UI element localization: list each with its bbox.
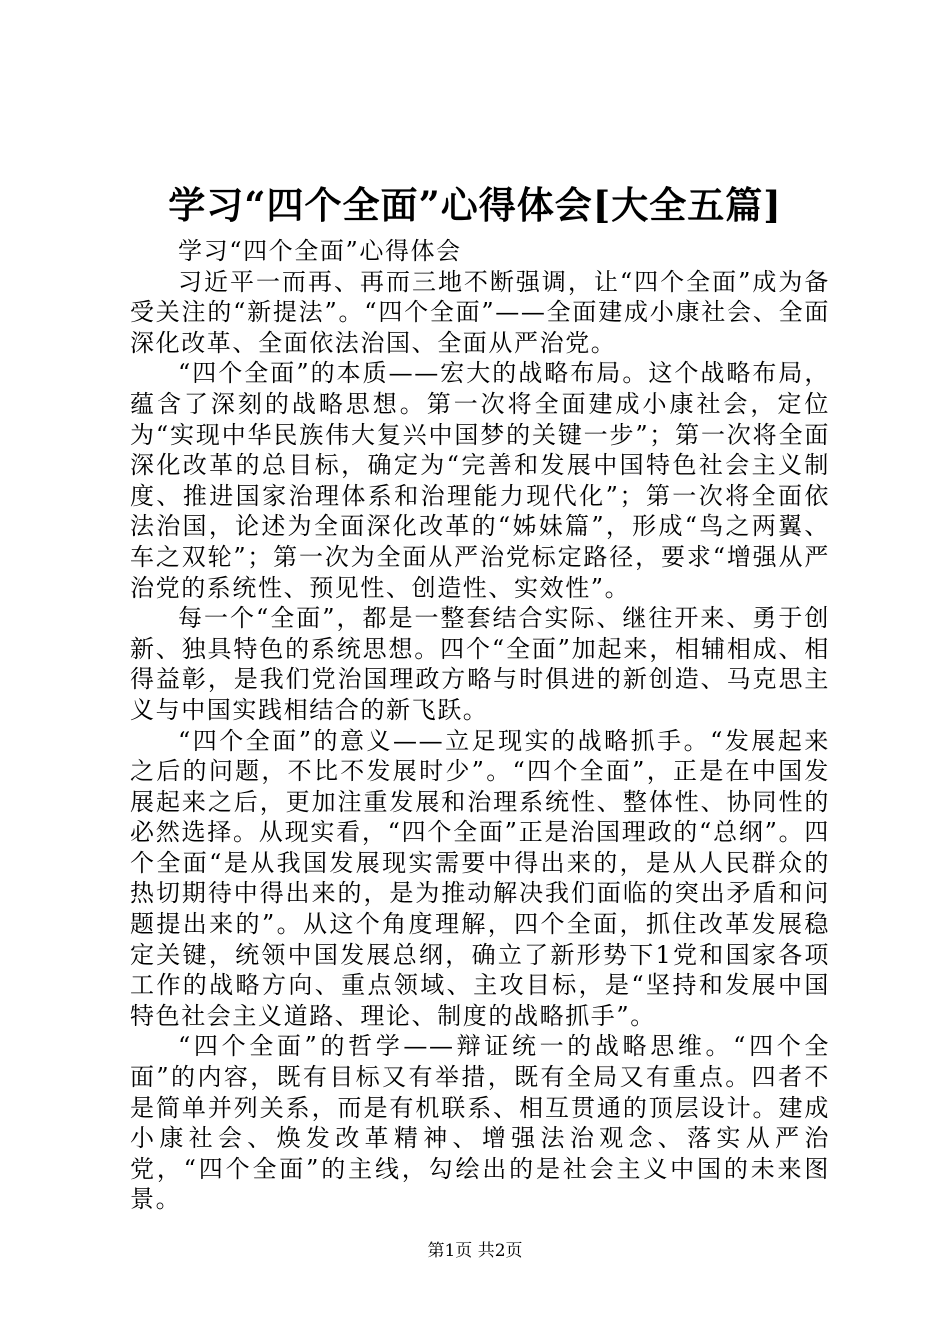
paragraph-1: 习近平一而再、再而三地不断强调，让“四个全面”成为备受关注的“新提法”。“四个全面”——全面建成小康社会、全面深化改革、全面依法治国、全面从严治党。	[130, 267, 830, 357]
section-subheading: 学习“四个全面”心得体会	[178, 237, 462, 265]
document-title: 学习“四个全面”心得体会[大全五篇]	[168, 183, 782, 227]
paragraph-5: “四个全面”的哲学——辩证统一的战略思维。“四个全面”的内容，既有目标又有举措，既有全局又有重点。四者不是简单并列关系，而是有机联系、相互贯通的顶层设计。建成小康社会、焕发改革精神、增强法治观念、落实从严治党，“四个全面”的主线，勾绘出的是社会主义中国的未来图景。	[130, 1032, 830, 1214]
document-body	[130, 236, 830, 1215]
paragraph-4: “四个全面”的意义——立足现实的战略抓手。“发展起来之后的问题，不比不发展时少”。“四个全面”，正是在中国发展起来之后，更加注重发展和治理系统性、整体性、协同性的必然选择。从现实看，“四个全面”正是治国理政的“总纲”。四个全面“是从我国发展现实需要中得出来的，是从人民群众的热切期待中得出来的，是为推动解决我们面临的突出矛盾和问题提出来的”。从这个角度理解，四个全面，抓住改革发展稳定关键，统领中国发展总纲，确立了新形势下1党和国家各项工作的战略方向、重点领域、主攻目标，是“坚持和发展中国特色社会主义道路、理论、制度的战略抓手”。	[130, 726, 830, 1030]
paragraph-2: “四个全面”的本质——宏大的战略布局。这个战略布局，蕴含了深刻的战略思想。第一次将全面建成小康社会，定位为“实现中华民族伟大复兴中国梦的关键一步”；第一次将全面深化改革的总目标，确定为“完善和发展中国特色社会主义制度、推进国家治理体系和治理能力现代化”；第一次将全面依法治国，论述为全面深化改革的“姊妹篇”，形成“鸟之两翼、车之双轮”；第一次为全面从严治党标定路径，要求“增强从严治党的系统性、预见性、创造性、实效性”。	[130, 359, 830, 602]
page-number-footer: 第1页 共2页	[427, 1241, 523, 1261]
paragraph-3: 每一个“全面”，都是一整套结合实际、继往开来、勇于创新、独具特色的系统思想。四个“全面”加起来，相辅相成、相得益彰，是我们党治国理政方略与时俱进的新创造、马克思主义与中国实践相结合的新飞跃。	[130, 604, 830, 724]
